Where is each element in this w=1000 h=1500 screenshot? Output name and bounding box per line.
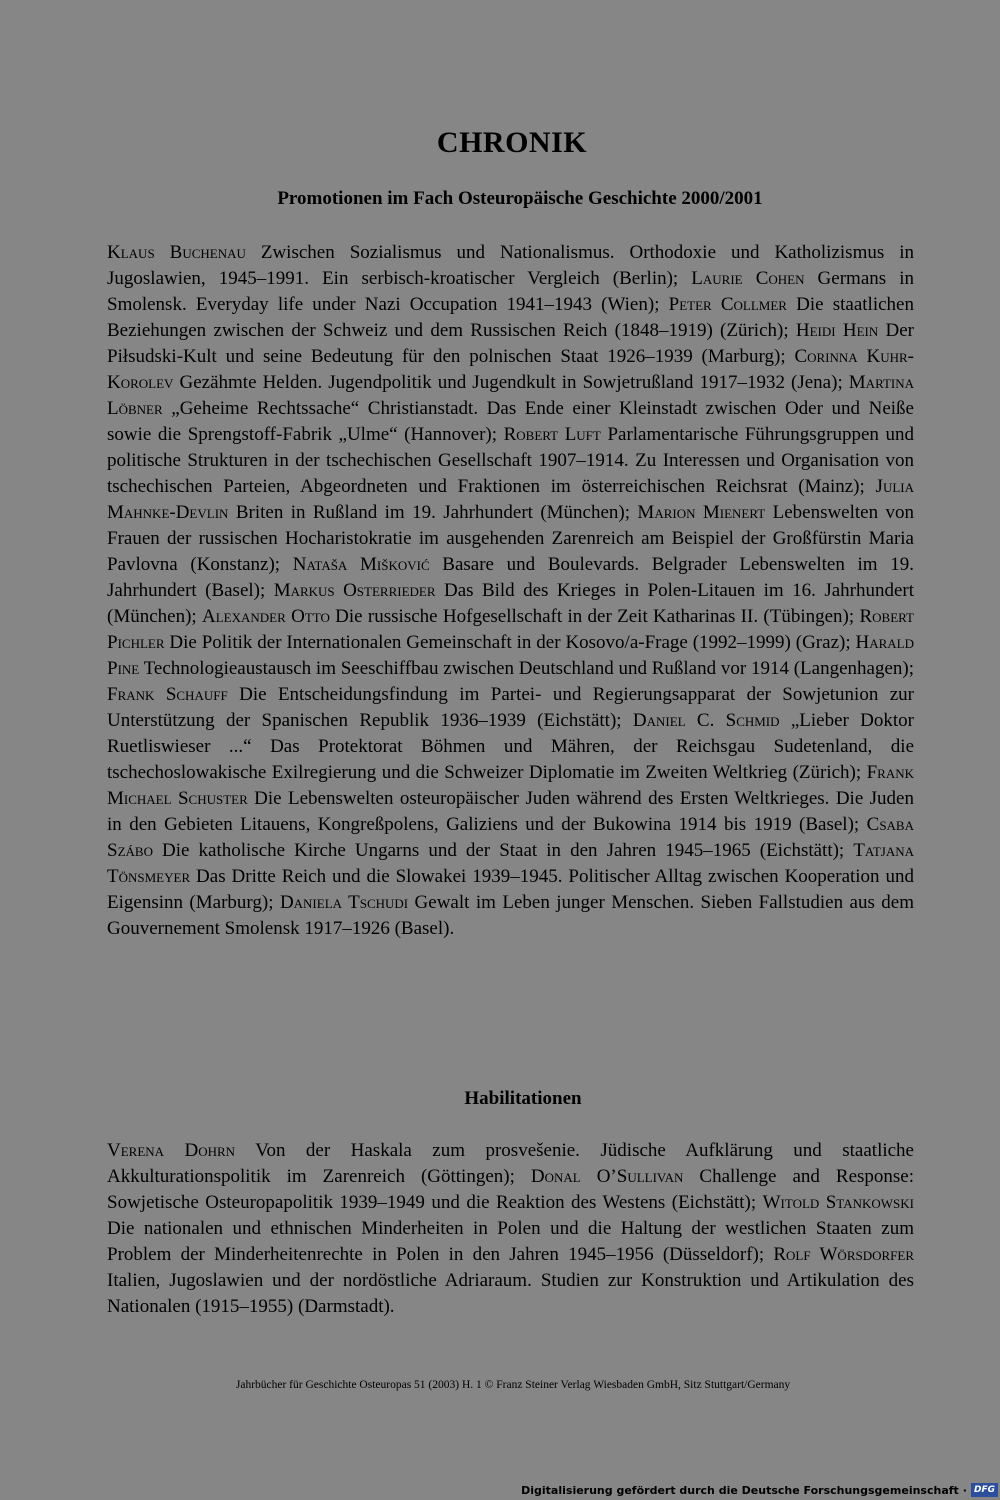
entry-author: Frank Michael Schuster	[107, 762, 914, 809]
entry-author: Peter Collmer	[668, 294, 787, 315]
promotion-entry	[202, 606, 859, 627]
entry-text: Parlamentarische Führungsgruppen und politische Strukturen in der tschechischen Gesellschaft 1907–1914. Zu Interessen und Organisation von tschechischen Parteien, Abgeordneten und Fraktionen im österreichischen Reichsrat (Mainz);	[107, 424, 914, 497]
entry-author: Marion Mienert	[637, 502, 766, 523]
entry-text: Briten in Rußland im 19. Jahrhundert (München);	[228, 502, 638, 523]
journal-footer: Jahrbücher für Geschichte Osteuropas 51 (2003) H. 1 © Franz Steiner Verlag Wiesbaden GmbH, Sitz Stuttgart/Germany	[235, 1379, 791, 1391]
entry-text: Die staatlichen Beziehungen zwischen der Schweiz und dem Russischen Reich (1848–1919) (Zürich);	[107, 294, 914, 341]
entry-author: Markus Osterrieder	[273, 580, 436, 601]
separator-dot: ·	[962, 1483, 967, 1497]
entry-author: Donal O’Sullivan	[530, 1166, 684, 1187]
entry-author: Csaba Szábo	[107, 814, 914, 861]
entry-author: Klaus Buchenau	[107, 242, 246, 263]
entry-text: Von der Haskala zum prosvešenie. Jüdische Aufklärung und staatliche Akkulturationspolitik im Zarenreich (Göttingen);	[107, 1140, 914, 1187]
entry-author: Verena Dohrn	[107, 1140, 236, 1161]
entry-text: Die Entscheidungsfindung im Partei- und Regierungsapparat der Sowjetunion zur Unterstützung der Spanischen Republik 1936–1939 (Eichstätt);	[107, 684, 914, 731]
entry-author: Laurie Cohen	[691, 268, 805, 289]
entry-text: Das Dritte Reich und die Slowakei 1939–1945. Politischer Alltag zwischen Kooperation und Eigensinn (Marburg);	[107, 866, 914, 913]
entry-text: Der Piłsudski-Kult und seine Bedeutung für den polnischen Staat 1926–1939 (Marburg);	[107, 320, 914, 367]
entry-author: Heidi Hein	[795, 320, 879, 341]
entry-text: Gezähmte Helden. Jugendpolitik und Jugendkult in Sowjetrußland 1917–1932 (Jena);	[173, 372, 849, 393]
entry-author: Nataša Mišković	[292, 554, 430, 575]
entry-author: Rolf Wörsdorfer	[773, 1244, 915, 1265]
entry-text: Technologieaustausch im Seeschiffbau zwischen Deutschland und Rußland vor 1914 (Langenhagen);	[139, 658, 914, 679]
entry-text: Die Politik der Internationalen Gemeinschaft in der Kosovo/a-Frage (1992–1999) (Graz);	[164, 632, 856, 653]
entry-text: Die Lebenswelten osteuropäischer Juden während des Ersten Weltkrieges. Die Juden in den Gebieten Litauens, Kongreßpolens, Galiziens und der Bukowina 1914 bis 1919 (Basel);	[107, 788, 914, 835]
entry-text: „Lieber Doktor Ruetliswieser ...“ Das Protektorat Böhmen und Mähren, der Reichsgau Sudetenland, die tschechoslowakische Exilregierung und die Schweizer Diplomatie im Zweiten Weltkrieg (Zürich);	[107, 710, 914, 783]
dfg-notice-text: Digitalisierung gefördert durch die Deutsche Forschungsgemeinschaft	[521, 1483, 959, 1497]
entry-author: Daniela Tschudi	[279, 892, 409, 913]
promotionen-heading: Promotionen im Fach Osteuropäische Geschichte 2000/2001	[277, 188, 763, 209]
entry-author: Julia Mahnke-Devlin	[107, 476, 914, 523]
entry-text: Germans in Smolensk. Everyday life under Nazi Occupation 1941–1943 (Wien);	[107, 268, 914, 315]
entry-text: Das Bild des Krieges in Polen-Litauen im 16. Jahrhundert (München);	[107, 580, 915, 627]
entry-text: Die russische Hofgesellschaft in der Zeit Katharinas II. (Tübingen);	[329, 606, 860, 627]
entry-author: Harald Pine	[107, 632, 914, 679]
entry-text: Die katholische Kirche Ungarns und der Staat in den Jahren 1945–1965 (Eichstätt);	[152, 840, 854, 861]
entry-text: Basare und Boulevards. Belgrader Lebenswelten im 19. Jahrhundert (Basel);	[107, 554, 915, 601]
entry-text: Die nationalen und ethnischen Minderheiten in Polen und die Haltung der westlichen Staaten zum Problem der Minderheitenrechte in Polen in den Jahren 1945–1956 (Düsseldorf);	[107, 1218, 914, 1265]
entry-text: Gewalt im Leben junger Menschen. Sieben Fallstudien aus dem Gouvernement Smolensk 1917–1926 (Basel).	[107, 892, 914, 939]
dfg-notice-bar	[521, 1483, 998, 1497]
entry-text: Italien, Jugoslawien und der nordöstliche Adriaraum. Studien zur Konstruktion und Artikulation des Nationalen (1915–1955) (Darmstadt).	[107, 1270, 914, 1317]
entry-author: Witold Stankowski	[762, 1192, 914, 1213]
entry-author: Robert Pichler	[107, 606, 914, 653]
habilitationen-body	[107, 1138, 914, 1320]
entry-author: Daniel C. Schmid	[632, 710, 780, 731]
entry-author: Frank Schauff	[107, 684, 228, 705]
entry-text: „Geheime Rechtssache“ Christianstadt. Das Ende einer Kleinstadt zwischen Oder und Neiße sowie die Sprengstoff-Fabrik „Ulme“ (Hannover);	[107, 398, 914, 445]
entry-author: Martina Löbner	[107, 372, 914, 419]
entry-author: Robert Luft	[503, 424, 601, 445]
entry-author: Alexander Otto	[202, 606, 330, 627]
entry-author: Corinna Kuhr-Korolev	[107, 346, 914, 393]
entry-text: Challenge and Response: Sowjetische Osteuropapolitik 1939–1949 und die Reaktion des Westens (Eichstätt);	[107, 1166, 915, 1213]
habilitationen-heading: Habilitationen	[464, 1088, 582, 1109]
dfg-logo: DFG	[971, 1483, 998, 1497]
entry-text: Zwischen Sozialismus und Nationalismus. Orthodoxie und Katholizismus in Jugoslawien, 1945–1991. Ein serbisch-kroatischer Vergleich (Berlin);	[107, 242, 914, 289]
page-title: CHRONIK	[436, 126, 588, 159]
entry-author: Tatjana Tönsmeyer	[107, 840, 914, 887]
promotionen-body	[107, 240, 914, 942]
entry-text: Lebenswelten von Frauen der russischen Hocharistokratie im ausgehenden Zarenreich am Beispiel der Großfürstin Maria Pavlovna (Konstanz);	[107, 502, 914, 575]
